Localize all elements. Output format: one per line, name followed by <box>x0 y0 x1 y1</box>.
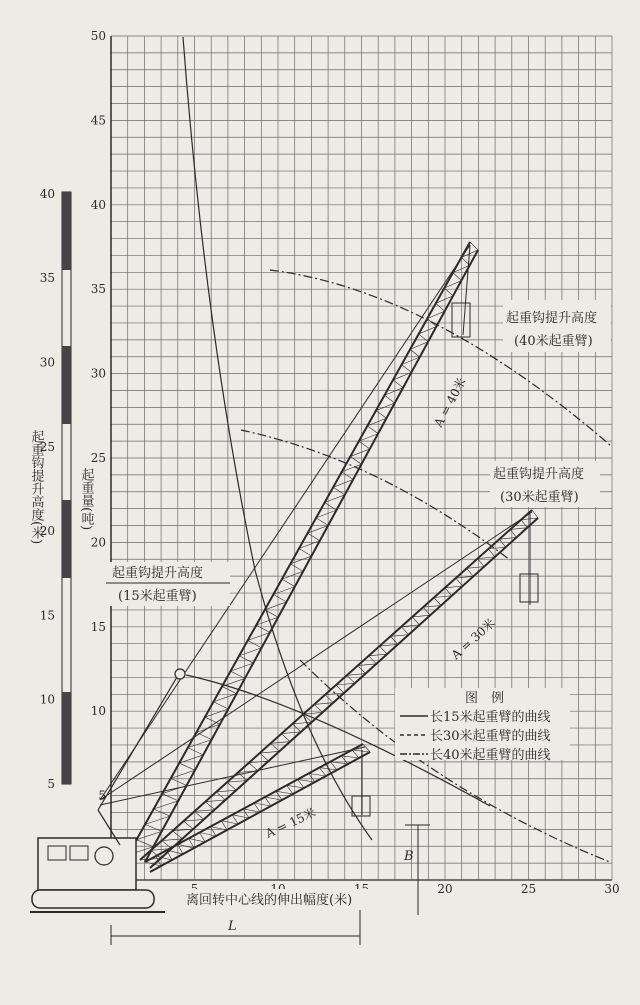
svg-text:(40米起重臂): (40米起重臂) <box>514 334 593 349</box>
x-tick-label: 20 <box>437 882 453 896</box>
legend-item-15m: 长15米起重臂的曲线 <box>430 710 551 725</box>
callout-30m <box>490 461 600 507</box>
y-tick-label: 10 <box>90 704 106 719</box>
tonnage-bar-seg-3 <box>62 500 71 578</box>
dim-L: L <box>228 919 237 934</box>
callout-40m <box>503 300 611 352</box>
x-tick-label: 25 <box>520 882 537 896</box>
tonnage-axis-title: 起重量(吨) <box>78 468 94 531</box>
y-tick-label: 35 <box>90 282 106 297</box>
y-tick-label: 50 <box>90 29 106 43</box>
svg-text:起重钩提升高度: 起重钩提升高度 <box>506 311 598 326</box>
svg-text:起重钩提升高度: 起重钩提升高度 <box>493 467 585 482</box>
dim-B: B <box>404 849 414 864</box>
legend-title: 图 例 <box>465 691 505 706</box>
tonnage-tick-label: 25 <box>39 439 55 454</box>
legend <box>395 688 570 763</box>
callout-15m <box>106 562 230 606</box>
tonnage-tick-label: 40 <box>39 186 55 201</box>
tonnage-tick-label: 30 <box>39 355 55 370</box>
y-tick-labels <box>91 29 106 803</box>
svg-text:(30米起重臂): (30米起重臂) <box>500 490 579 505</box>
y-tick-label: 20 <box>90 535 106 550</box>
tonnage-tick-label: 10 <box>39 692 55 707</box>
y-tick-label: 25 <box>90 451 106 465</box>
y-tick-label: 5 <box>98 788 106 803</box>
legend-item-40m: 长40米起重臂的曲线 <box>430 748 551 763</box>
tonnage-bar-seg-4 <box>62 692 71 784</box>
tonnage-tick-label: 5 <box>47 777 55 791</box>
legend-item-30m: 长30米起重臂的曲线 <box>430 729 551 744</box>
crane-tracks <box>32 890 154 908</box>
tonnage-scale <box>40 187 71 791</box>
y-tick-label: 30 <box>90 366 106 381</box>
label-a15: A = 15米 <box>263 805 318 841</box>
curve-30m-boom <box>241 430 510 560</box>
left-axis-title: 起重钩提升高度(米) <box>28 430 44 545</box>
tonnage-bar-seg-1 <box>62 192 71 270</box>
label-a30: A = 30米 <box>448 615 498 663</box>
boom-15m <box>100 744 370 872</box>
x-tick-label: 30 <box>604 882 620 896</box>
booms <box>100 242 538 872</box>
tonnage-tick-label: 20 <box>39 524 55 539</box>
tonnage-bar-seg-2 <box>62 346 71 424</box>
y-tick-label: 40 <box>90 197 106 212</box>
y-tick-label: 45 <box>90 113 106 128</box>
tonnage-tick-label: 15 <box>39 608 55 623</box>
y-tick-label: 15 <box>90 619 106 634</box>
svg-text:起重钩提升高度: 起重钩提升高度 <box>112 566 204 581</box>
label-a40: A = 40米 <box>431 375 469 430</box>
tonnage-tick-label: 35 <box>39 271 55 286</box>
svg-text:(15米起重臂): (15米起重臂) <box>118 589 197 604</box>
x-axis-title: 离回转中心线的伸出幅度(米) <box>186 893 353 908</box>
